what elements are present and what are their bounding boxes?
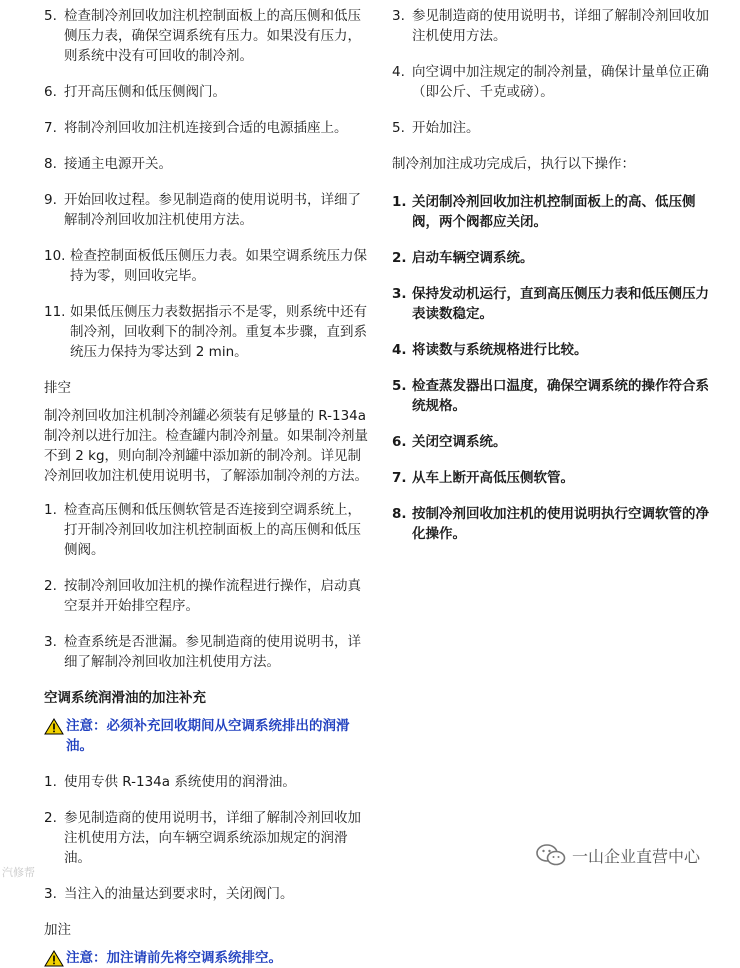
step-text: 启动车辆空调系统。 bbox=[412, 250, 534, 266]
step-text: 关闭制冷剂回收加注机控制面板上的高、低压侧阀，两个阀都应关闭。 bbox=[412, 194, 696, 230]
list-item bbox=[44, 884, 374, 904]
step-number: 6. bbox=[392, 434, 407, 450]
step-number: 3. bbox=[392, 8, 405, 24]
step-text: 开始回收过程。参见制造商的使用说明书，详细了解制冷剂回收加注机使用方法。 bbox=[64, 192, 361, 228]
list-item bbox=[392, 468, 712, 488]
step-text: 按制冷剂回收加注机的操作流程进行操作，启动真空泵并开始排空程序。 bbox=[64, 578, 361, 614]
step-text: 当注入的油量达到要求时，关闭阀门。 bbox=[64, 886, 294, 902]
step-text: 保持发动机运行，直到高压侧压力表和低压侧压力表读数稳定。 bbox=[412, 286, 709, 322]
step-text: 检查系统是否泄漏。参见制造商的使用说明书，详细了解制冷剂回收加注机使用方法。 bbox=[64, 634, 361, 670]
list-item bbox=[44, 82, 374, 102]
list-item bbox=[44, 772, 374, 792]
step-text: 开始加注。 bbox=[412, 120, 480, 136]
step-number: 3. bbox=[392, 286, 407, 302]
warning-triangle-icon bbox=[44, 950, 64, 967]
warning-triangle-icon bbox=[44, 718, 64, 735]
list-item bbox=[392, 248, 712, 268]
step-text: 向空调中加注规定的制冷剂量，确保计量单位正确（即公斤、千克或磅）。 bbox=[412, 64, 709, 100]
step-number: 10. bbox=[44, 248, 66, 264]
step-text: 检查蒸发器出口温度，确保空调系统的操作符合系统规格。 bbox=[412, 378, 709, 414]
step-number: 3. bbox=[44, 634, 57, 650]
step-number: 7. bbox=[392, 470, 407, 486]
step-text: 打开高压侧和低压侧阀门。 bbox=[64, 84, 226, 100]
step-number: 5. bbox=[392, 378, 407, 394]
list-item bbox=[392, 284, 712, 324]
watermark-right-text: 一山企业直营中心 bbox=[572, 846, 701, 866]
list-item bbox=[44, 6, 374, 66]
list-item bbox=[392, 432, 712, 452]
watermark-right bbox=[536, 843, 700, 867]
step-text: 按制冷剂回收加注机的使用说明执行空调软管的净化操作。 bbox=[412, 506, 709, 542]
list-item bbox=[44, 632, 374, 672]
after-charge-paragraph: 制冷剂加注成功完成后，执行以下操作： bbox=[392, 156, 635, 172]
watermark-left bbox=[2, 864, 35, 880]
list-item bbox=[392, 504, 712, 544]
step-text: 将制冷剂回收加注机连接到合适的电源插座上。 bbox=[64, 120, 348, 136]
list-item bbox=[392, 6, 712, 46]
step-number: 2. bbox=[44, 578, 57, 594]
step-number: 4. bbox=[392, 342, 407, 358]
step-number: 2. bbox=[44, 810, 57, 826]
step-number: 2. bbox=[392, 250, 407, 266]
step-number: 4. bbox=[392, 64, 405, 80]
step-number: 5. bbox=[392, 120, 405, 136]
right-column bbox=[392, 0, 712, 560]
charge-caution bbox=[44, 948, 374, 968]
step-number: 8. bbox=[44, 156, 57, 172]
oil-caution-text: 注意：必须补充回收期间从空调系统排出的润滑油。 bbox=[66, 718, 350, 754]
list-item bbox=[392, 340, 712, 360]
step-text: 将读数与系统规格进行比较。 bbox=[412, 342, 588, 358]
list-item bbox=[44, 808, 374, 868]
left-column bbox=[44, 0, 374, 968]
watermark-left-text: 汽修帮 bbox=[2, 866, 35, 879]
post-charge-steps-list bbox=[392, 192, 712, 544]
step-number: 1. bbox=[44, 774, 57, 790]
oil-steps-list bbox=[44, 772, 374, 904]
step-number: 8. bbox=[392, 506, 407, 522]
step-number: 11. bbox=[44, 304, 66, 320]
list-item bbox=[392, 118, 712, 138]
step-number: 1. bbox=[44, 502, 57, 518]
step-text: 关闭空调系统。 bbox=[412, 434, 507, 450]
step-number: 7. bbox=[44, 120, 57, 136]
list-item bbox=[44, 576, 374, 616]
list-item bbox=[44, 302, 374, 362]
evacuation-steps-list bbox=[44, 500, 374, 672]
step-text: 检查制冷剂回收加注机控制面板上的高压侧和低压侧压力表，确保空调系统有压力。如果没有压力，则系统中没有可回收的制冷剂。 bbox=[64, 8, 361, 64]
recovery-steps-list bbox=[44, 6, 374, 362]
step-number: 3. bbox=[44, 886, 57, 902]
step-text: 检查高压侧和低压侧软管是否连接到空调系统上，打开制冷剂回收加注机控制面板上的高压侧和低压侧阀。 bbox=[64, 502, 361, 558]
step-text: 如果低压侧压力表数据指示不是零，则系统中还有制冷剂，回收剩下的制冷剂。重复本步骤，直到系统压力保持为零达到 2 min。 bbox=[70, 304, 367, 360]
list-item bbox=[44, 246, 374, 286]
step-number: 6. bbox=[44, 84, 57, 100]
list-item bbox=[44, 500, 374, 560]
evacuation-paragraph: 制冷剂回收加注机制冷剂罐必须装有足够量的 R-134a 制冷剂以进行加注。检查罐内制冷剂量。如果制冷剂量不到 2 kg，则向制冷剂罐中添加新的制冷剂。详见制冷剂回收加注机使用说明书，了解添加制冷剂的方法。 bbox=[44, 408, 368, 484]
step-text: 参见制造商的使用说明书，详细了解制冷剂回收加注机使用方法。 bbox=[412, 8, 709, 44]
list-item bbox=[392, 192, 712, 232]
step-number: 5. bbox=[44, 8, 57, 24]
oil-heading: 空调系统润滑油的加注补充 bbox=[44, 690, 206, 706]
charge-caution-text: 注意：加注请前先将空调系统排空。 bbox=[66, 950, 282, 966]
charge-heading: 加注 bbox=[44, 922, 71, 938]
list-item bbox=[44, 154, 374, 174]
step-number: 9. bbox=[44, 192, 57, 208]
wechat-icon bbox=[536, 843, 566, 867]
step-text: 检查控制面板低压侧压力表。如果空调系统压力保持为零，则回收完毕。 bbox=[70, 248, 367, 284]
evacuation-heading: 排空 bbox=[44, 380, 71, 396]
step-text: 从车上断开高低压侧软管。 bbox=[412, 470, 574, 486]
step-text: 接通主电源开关。 bbox=[64, 156, 172, 172]
step-text: 参见制造商的使用说明书，详细了解制冷剂回收加注机使用方法，向车辆空调系统添加规定的润滑油。 bbox=[64, 810, 361, 866]
step-text: 使用专供 R-134a 系统使用的润滑油。 bbox=[64, 774, 296, 790]
list-item bbox=[44, 190, 374, 230]
step-number: 1. bbox=[392, 194, 407, 210]
charging-steps-list bbox=[392, 6, 712, 138]
list-item bbox=[392, 376, 712, 416]
list-item bbox=[392, 62, 712, 102]
list-item bbox=[44, 118, 374, 138]
oil-caution bbox=[44, 716, 374, 756]
